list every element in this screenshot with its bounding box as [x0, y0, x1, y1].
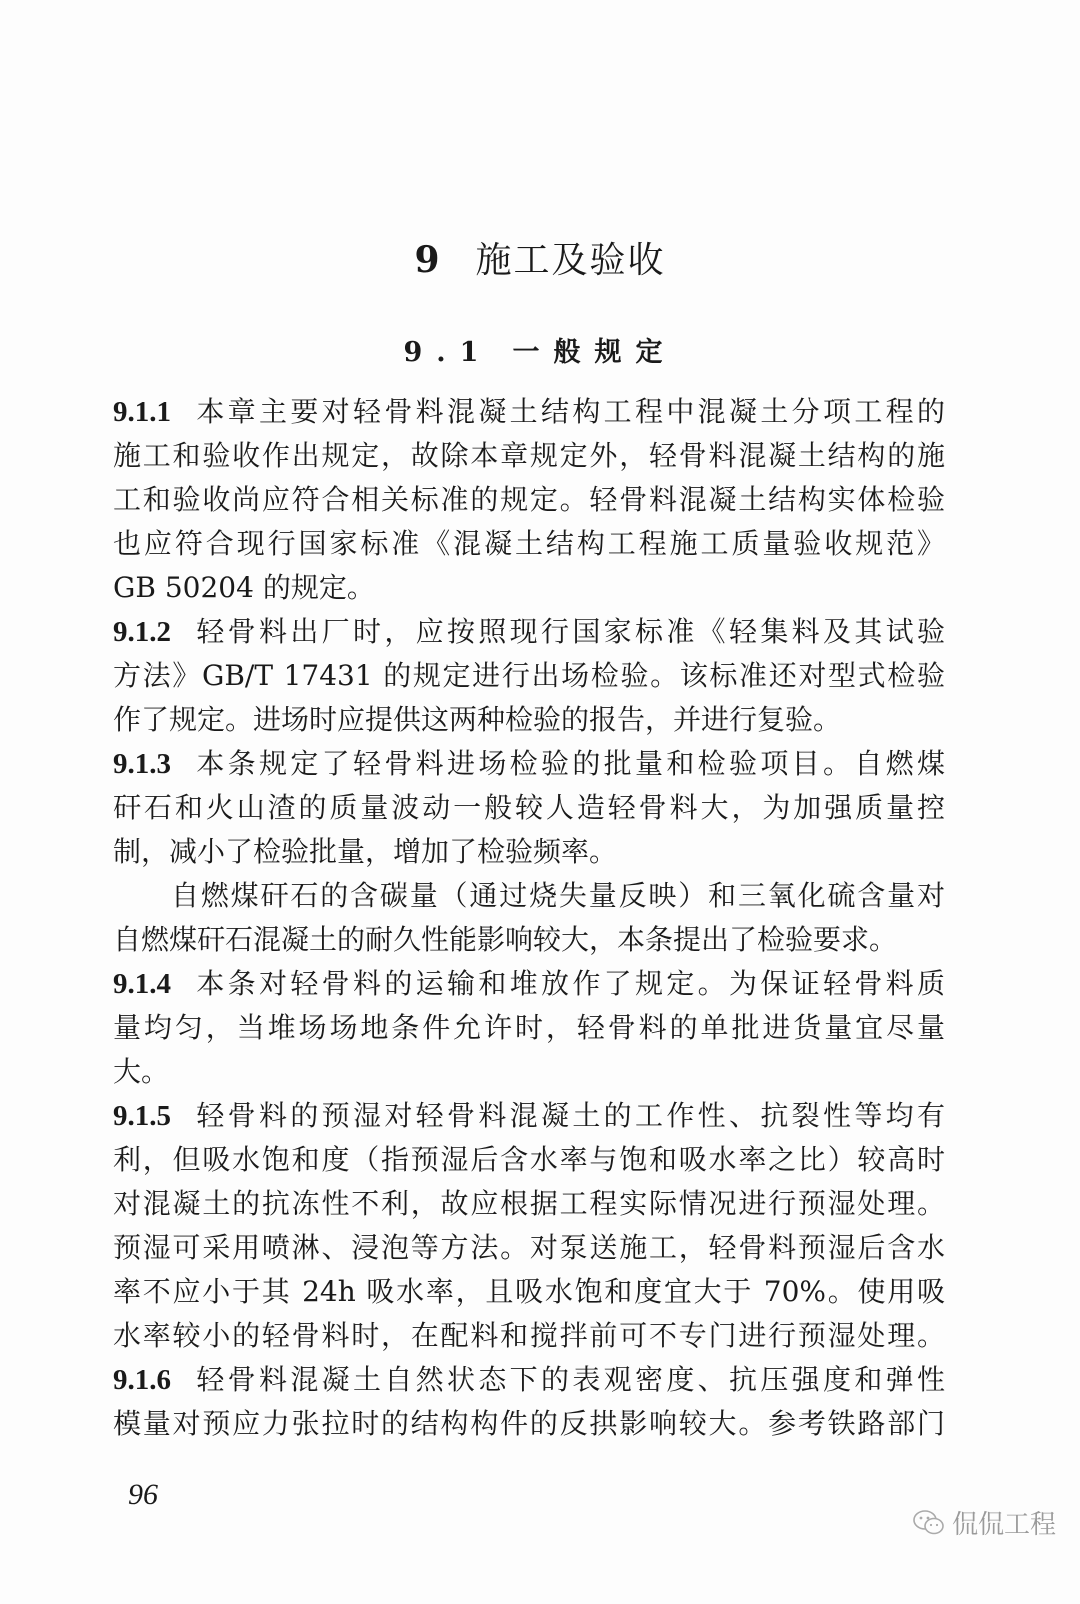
- text-line: 对混凝土的抗冻性不利，故应根据工程实际情况进行预湿处理。: [113, 1187, 945, 1220]
- text-line: [113, 742, 945, 786]
- text-line: 率不应小于其 24h 吸水率，且吸水饱和度宜大于 70%。使用吸: [113, 1275, 945, 1308]
- text-line: 自燃煤矸石的含碳量（通过烧失量反映）和三氧化硫含量对: [171, 879, 945, 912]
- body-text: [113, 390, 945, 1446]
- text-line: [113, 1358, 945, 1402]
- text-line: 作了规定。进场时应提供这两种检验的报告，并进行复验。: [113, 703, 842, 736]
- chapter-heading: [0, 232, 1080, 283]
- text-line: GB 50204 的规定。: [113, 571, 375, 604]
- text-line: 模量对预应力张拉时的结构构件的反拱影响较大。参考铁路部门: [113, 1407, 945, 1440]
- wechat-icon: [912, 1508, 946, 1538]
- text-line: 自燃煤矸石混凝土的耐久性能影响较大，本条提出了检验要求。: [113, 923, 898, 956]
- text-line: 大。: [113, 1055, 170, 1088]
- chapter-number: 9: [414, 239, 442, 281]
- watermark: [912, 1504, 1056, 1541]
- text-line: 制，减小了检验批量，增加了检验频率。: [113, 835, 618, 868]
- text-line: 量均匀，当堆场场地条件允许时，轻骨料的单批进货量宜尽量: [113, 1011, 945, 1044]
- chapter-title: 施工及验收: [475, 240, 666, 281]
- text-line: 矸石和火山渣的质量波动一般较人造轻骨料大，为加强质量控: [113, 791, 945, 824]
- text-line: 也应符合现行国家标准《混凝土结构工程施工质量验收规范》: [113, 527, 945, 560]
- text-line: 施工和验收作出规定，故除本章规定外，轻骨料混凝土结构的施: [113, 439, 945, 472]
- page-number: 96: [128, 1478, 158, 1511]
- text-line: 预湿可采用喷淋、浸泡等方法。对泵送施工，轻骨料预湿后含水: [113, 1231, 945, 1264]
- text-line: [113, 1094, 945, 1138]
- watermark-text: 侃侃工程: [952, 1510, 1057, 1540]
- clause-number: 9.1.6: [113, 1364, 171, 1396]
- clause-number: 9.1.4: [113, 968, 171, 1000]
- text-line: [113, 962, 945, 1006]
- text-line: [113, 610, 945, 654]
- clause-number: 9.1.1: [113, 396, 171, 428]
- line-text: 轻骨料出厂时，应按照现行国家标准《轻集料及其试验: [193, 615, 945, 648]
- clause-number: 9.1.2: [113, 616, 171, 648]
- text-line: 工和验收尚应符合相关标准的规定。轻骨料混凝土结构实体检验: [113, 483, 945, 516]
- line-text: 本条对轻骨料的运输和堆放作了规定。为保证轻骨料质: [193, 967, 945, 1000]
- clause-number: 9.1.5: [113, 1100, 171, 1132]
- text-line: 利，但吸水饱和度（指预湿后含水率与饱和吸水率之比）较高时: [113, 1143, 945, 1176]
- text-line: 水率较小的轻骨料时，在配料和搅拌前可不专门进行预湿处理。: [113, 1319, 945, 1352]
- line-text: 轻骨料混凝土自然状态下的表观密度、抗压强度和弹性: [193, 1363, 945, 1396]
- line-text: 轻骨料的预湿对轻骨料混凝土的工作性、抗裂性等均有: [193, 1099, 945, 1132]
- text-line: [113, 390, 945, 434]
- section-title: 一般规定: [512, 337, 677, 368]
- line-text: 本章主要对轻骨料混凝土结构工程中混凝土分项工程的: [193, 395, 945, 428]
- text-line: 方法》GB/T 17431 的规定进行出场检验。该标准还对型式检验: [113, 659, 945, 692]
- line-text: 本条规定了轻骨料进场检验的批量和检验项目。自燃煤: [193, 747, 945, 780]
- section-heading: [0, 330, 1080, 369]
- clause-number: 9.1.3: [113, 748, 171, 780]
- section-number: 9.1: [403, 337, 493, 368]
